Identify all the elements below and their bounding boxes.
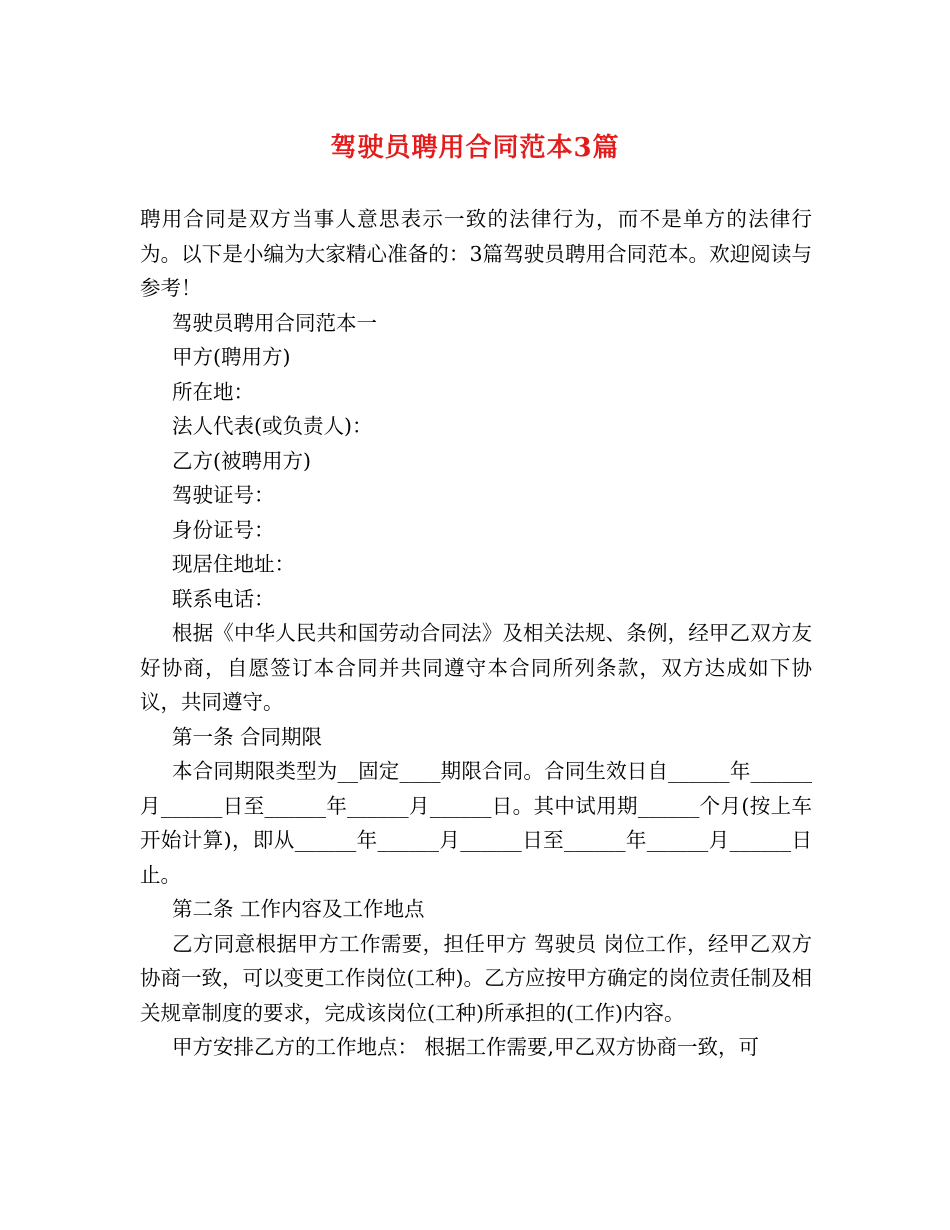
article-2-text: 乙方同意根据甲方工作需要，担任甲方 驾驶员 岗位工作，经甲乙双方协商一致，可以变更工作岗位(工种)。乙方应按甲方确定的岗位责任制及相关规章制度的要求，完成该岗位(工种)所承担的(工作)内容。 — [140, 931, 812, 1025]
basis-paragraph: 根据《中华人民共和国劳动合同法》及相关法规、条例，经甲乙双方友好协商，自愿签订本合同并共同遵守本合同所列条款，双方达成如下协议，共同遵守。 — [140, 621, 812, 714]
article-2-heading: 第二条 工作内容及工作地点 — [172, 897, 425, 921]
location-field: 所在地： — [172, 379, 254, 404]
contract-heading: 驾驶员聘用合同范本一 — [172, 310, 377, 335]
document-title: 驾驶员聘用合同范本3篇 — [330, 133, 620, 163]
document-body — [140, 202, 812, 1065]
article-1-heading: 第一条 合同期限 — [172, 724, 323, 749]
driver-license-field: 驾驶证号： — [172, 483, 275, 507]
party-b-label: 乙方(被聘用方) — [172, 448, 311, 473]
legal-representative-field: 法人代表(或负责人)： — [172, 414, 373, 438]
id-number-field: 身份证号： — [172, 517, 275, 542]
article-2-location: 甲方安排乙方的工作地点： 根据工作需要,甲乙双方协商一致，可 — [172, 1035, 760, 1059]
article-1-text: 本合同期限类型为__固定____期限合同。合同生效日自______年______月______日至______年______月______日。其中试用期______个月(按上车开始计算)，即从______年______月______日至______年______月______日止。 — [140, 759, 812, 887]
address-field: 现居住地址： — [172, 552, 295, 576]
intro-paragraph: 聘用合同是双方当事人意思表示一致的法律行为，而不是单方的法律行为。以下是小编为大家精心准备的：3篇驾驶员聘用合同范本。欢迎阅读与参考！ — [140, 207, 812, 300]
party-a-label: 甲方(聘用方) — [172, 345, 291, 369]
phone-field: 联系电话： — [172, 586, 275, 611]
